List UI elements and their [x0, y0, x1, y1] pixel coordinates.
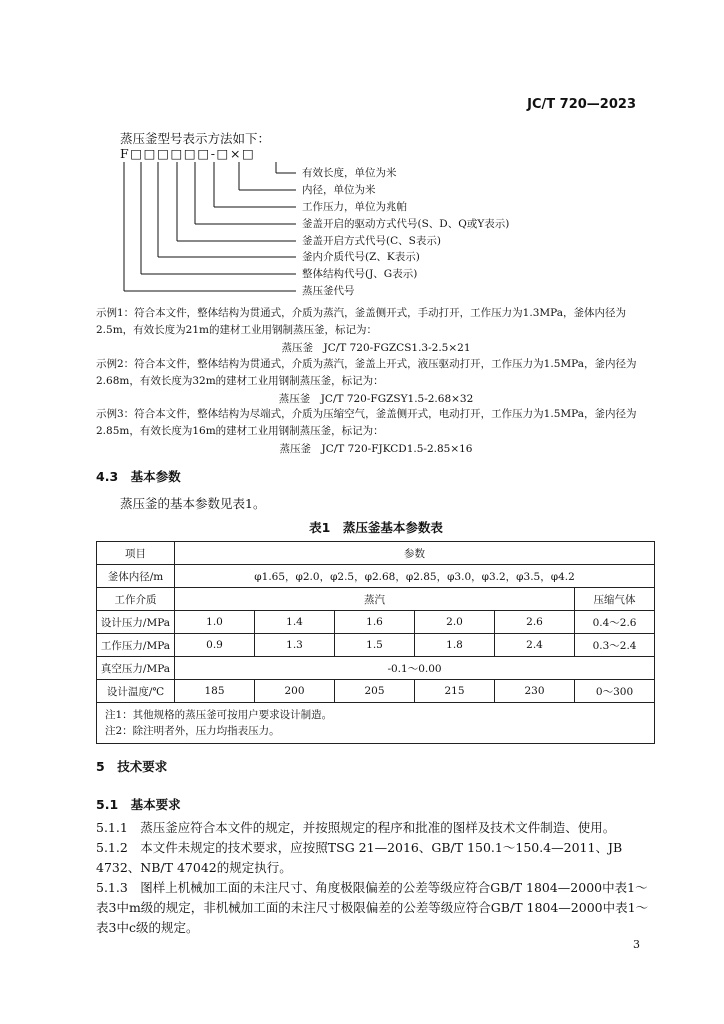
table-header-params: 参数 — [175, 542, 655, 565]
table-cell: 2.0 — [415, 611, 495, 634]
table-cell: 215 — [415, 680, 495, 703]
clause-5-1-1: 5.1.1 蒸压釜应符合本文件的规定，并按照规定的程序和批准的图样及技术文件制造、使用。 — [96, 820, 616, 835]
example-3-mark: 蒸压釜 JC/T 720-FJKCD1.5-2.85×16 — [279, 443, 473, 455]
table-row — [97, 680, 655, 703]
table1 — [96, 541, 655, 744]
inner-diameter-values: φ1.65，φ2.0，φ2.5，φ2.68，φ2.85，φ3.0，φ3.2，φ3.5，φ4.2 — [175, 565, 655, 588]
table-cell: 0.3～2.4 — [575, 634, 655, 657]
table-cell: 1.8 — [415, 634, 495, 657]
table-cell: 1.0 — [175, 611, 255, 634]
table-note-2: 注2：除注明者外，压力均指表压力。 — [105, 725, 280, 737]
legend-drive-method: 釜盖开启的驱动方式代号(S、D、Q或Y表示) — [302, 218, 510, 230]
legend-effective-length: 有效长度，单位为米 — [302, 167, 397, 179]
section-5-heading: 5 技术要求 — [96, 759, 168, 774]
table-row — [97, 542, 655, 565]
table1-caption: 表1 蒸压釜基本参数表 — [309, 520, 443, 535]
table-row — [97, 565, 655, 588]
table-row — [97, 634, 655, 657]
table-note-1: 注1：其他规格的蒸压釜可按用户要求设计制造。 — [105, 709, 333, 721]
row-label-medium: 工作介质 — [97, 588, 175, 611]
example-2-text: 示例2：符合本文件，整体结构为贯通式，介质为蒸汽，釜盖上开式，液压驱动打开，工作压力为1.5MPa，釜内径为2.68m，有效长度为32m的建材工业用钢制蒸压釜，标记为： — [96, 358, 637, 387]
table-cell: 2.6 — [495, 611, 575, 634]
row-label-vacuum-pressure: 真空压力/MPa — [97, 657, 175, 680]
table-cell: 1.5 — [335, 634, 415, 657]
clause-5-1-2: 5.1.2 本文件未规定的技术要求，应按照TSG 21—2016、GB/T 150.1～150.4—2011、JB 4732、NB/T 47042的规定执行。 — [96, 840, 623, 875]
table-cell: 200 — [255, 680, 335, 703]
table-cell: 0.9 — [175, 634, 255, 657]
vacuum-pressure-value: -0.1～0.00 — [175, 657, 655, 680]
row-label-inner-diameter: 釜体内径/m — [97, 565, 175, 588]
legend-structure-code: 整体结构代号(J、G表示) — [302, 268, 418, 280]
doc-code: JC/T 720—2023 — [527, 97, 636, 112]
table-cell: 230 — [495, 680, 575, 703]
table-cell: 1.4 — [255, 611, 335, 634]
table-cell: 1.3 — [255, 634, 335, 657]
legend-medium-code: 釜内介质代号(Z、K表示) — [302, 251, 420, 263]
table-cell: 0～300 — [575, 680, 655, 703]
table-notes — [97, 703, 655, 744]
example-3-text: 示例3：符合本文件，整体结构为尽端式，介质为压缩空气，釜盖侧开式，电动打开，工作压力为1.5MPa，釜内径为2.85m，有效长度为16m的建材工业用钢制蒸压釜，标记为： — [96, 408, 637, 437]
table-row — [97, 657, 655, 680]
model-intro: 蒸压釜型号表示方法如下： — [120, 131, 271, 146]
clause-5-1-3: 5.1.3 图样上机械加工面的未注尺寸、角度极限偏差的公差等级应符合GB/T 1804—2000中表1～表3中m级的规定，非机械加工面的未注尺寸极限偏差的公差等级应符合GB/T 1804—2000中表1～表3中c级的规定。 — [96, 880, 649, 935]
table-cell: 205 — [335, 680, 415, 703]
section-4-3-text: 蒸压釜的基本参数见表1。 — [120, 496, 266, 511]
table-header-item: 项目 — [97, 542, 175, 565]
row-label-work-pressure: 工作压力/MPa — [97, 634, 175, 657]
example-1-mark: 蒸压釜 JC/T 720-FGZCS1.3-2.5×21 — [281, 342, 471, 354]
page-number: 3 — [633, 938, 640, 951]
section-5-1-heading: 5.1 基本要求 — [96, 797, 181, 812]
row-label-design-temp: 设计温度/℃ — [97, 680, 175, 703]
table-row — [97, 588, 655, 611]
table-cell: 1.6 — [335, 611, 415, 634]
row-label-design-pressure: 设计压力/MPa — [97, 611, 175, 634]
example-2-mark: 蒸压釜 JC/T 720-FGZSY1.5-2.68×32 — [278, 393, 474, 405]
table-row — [97, 611, 655, 634]
legend-opening-method: 釜盖开启方式代号(C、S表示) — [302, 235, 441, 247]
legend-working-pressure: 工作压力，单位为兆帕 — [302, 201, 407, 213]
table-cell: 185 — [175, 680, 255, 703]
section-4-3-heading: 4.3 基本参数 — [96, 469, 181, 484]
model-code-pattern: F□□□□□□-□×□ — [120, 146, 256, 161]
legend-autoclave-code: 蒸压釜代号 — [302, 285, 355, 297]
table-notes-row — [97, 703, 655, 744]
table-cell: 0.4～2.6 — [575, 611, 655, 634]
table-cell: 2.4 — [495, 634, 575, 657]
medium-steam: 蒸汽 — [175, 588, 575, 611]
medium-air: 压缩气体 — [575, 588, 655, 611]
example-1-text: 示例1：符合本文件，整体结构为贯通式，介质为蒸汽，釜盖侧开式，手动打开，工作压力为1.3MPa，釜体内径为2.5m，有效长度为21m的建材工业用钢制蒸压釜，标记为： — [96, 307, 626, 336]
legend-inner-diameter: 内径，单位为米 — [302, 184, 376, 196]
